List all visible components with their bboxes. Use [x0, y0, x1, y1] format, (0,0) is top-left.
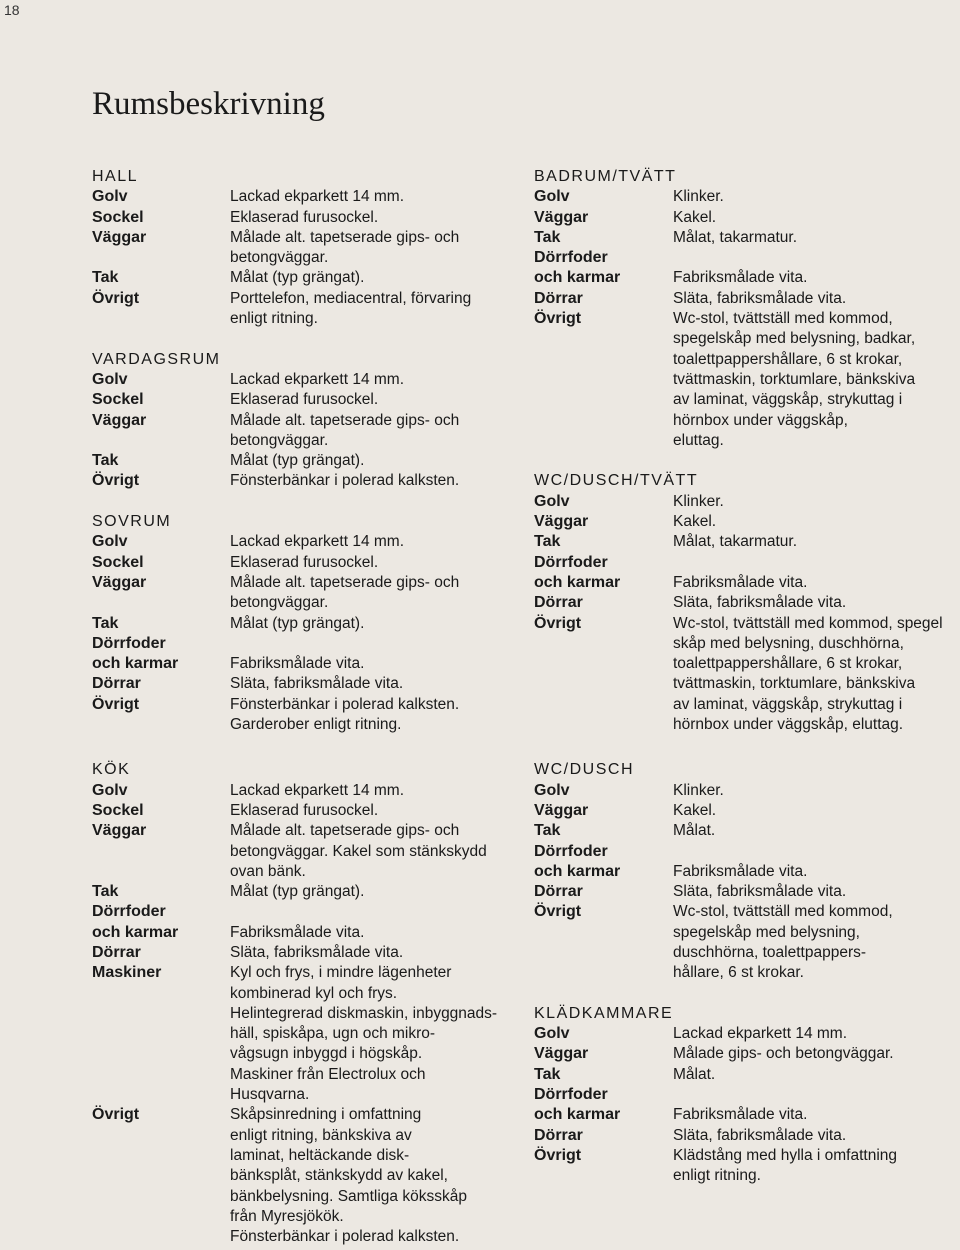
- spec-row: [92, 882, 522, 902]
- page-title: Rumsbeskrivning: [92, 86, 325, 122]
- spec-row: [92, 674, 522, 694]
- spec-value: Wc-stol, tvättställ med kommod, spegelskåp med belysning, duschhörna, toalettpappers- hållare, 6 st krokar.: [673, 903, 893, 982]
- section-heading: KÖK: [92, 761, 131, 779]
- spec-value: Wc-stol, tvättställ med kommod, spegelskåp med belysning, badkar, toalettpappershållare, 6 st krokar, tvättmaskin, torktumlare, bänkskiva av laminat, väggskåp, strykuttag i hörnbox under väggskåp, eluttag.: [673, 310, 916, 449]
- spec-value: Släta, fabriksmålade vita.: [230, 675, 404, 693]
- spec-label: Dörrar: [92, 675, 141, 693]
- spec-row: [534, 553, 958, 594]
- spec-row: [92, 532, 522, 552]
- spec-row: [534, 1065, 958, 1085]
- spec-row: [534, 882, 958, 902]
- spec-row: [92, 390, 522, 410]
- spec-label: Övrigt: [92, 472, 140, 490]
- spec-row: [534, 801, 958, 821]
- spec-label: Väggar: [534, 208, 589, 226]
- spec-row: [92, 943, 522, 963]
- spec-label: Dörrfoder och karmar: [92, 634, 179, 673]
- spec-label: Dörrar: [534, 1126, 583, 1144]
- spec-label: Golv: [92, 533, 128, 551]
- spec-label: Väggar: [534, 801, 589, 819]
- section-heading: WC/DUSCH: [534, 761, 634, 779]
- spec-row: [92, 187, 522, 207]
- spec-value: Klinker.: [673, 781, 724, 799]
- right-column: [534, 167, 958, 1187]
- spec-row: [534, 228, 958, 248]
- spec-value: Målade alt. tapetserade gips- och betongväggar. Kakel som stänkskydd ovan bänk.: [230, 822, 487, 880]
- spec-value: Lackad ekparkett 14 mm.: [673, 1025, 848, 1043]
- spec-label: Dörrar: [534, 883, 583, 901]
- spec-label: Dörrfoder och karmar: [534, 249, 621, 287]
- section-wc-dusch: [534, 760, 958, 983]
- spec-label: Sockel: [92, 391, 144, 409]
- spec-label: Dörrfoder och karmar: [92, 903, 179, 941]
- section-sovrum: [92, 512, 522, 735]
- spec-row: [92, 553, 522, 573]
- spec-value: Porttelefon, mediacentral, förvaring enligt ritning.: [230, 289, 472, 328]
- spec-row: [534, 289, 958, 309]
- page-number: 18: [4, 2, 20, 18]
- spec-label: Dörrar: [534, 594, 583, 612]
- spec-label: Tak: [534, 533, 561, 551]
- spec-row: [92, 370, 522, 390]
- spec-label: Övrigt: [92, 1106, 140, 1124]
- spec-value: Kakel.: [673, 208, 717, 226]
- spec-label: Tak: [92, 614, 119, 632]
- section-hall: [92, 167, 522, 329]
- spec-value: Wc-stol, tvättställ med kommod, spegel skåp med belysning, duschhörna, toalettpappershållare, 6 st krokar, tvättmaskin, torktumlare, bänkskiva av laminat, väggskåp, strykuttag i hörnbox under väggskåp, eluttag.: [673, 614, 943, 734]
- spec-value: Eklaserad furusockel.: [230, 391, 379, 409]
- spec-value: Fönsterbänkar i polerad kalksten.: [230, 472, 460, 490]
- spec-value: Kakel.: [673, 513, 717, 531]
- spec-label: Väggar: [92, 822, 147, 840]
- spec-row: [534, 309, 958, 451]
- spec-label: Golv: [534, 492, 570, 510]
- spec-value: Fabriksmålade vita.: [230, 923, 365, 941]
- spec-row: [534, 1044, 958, 1064]
- spec-value: Fabriksmålade vita.: [673, 269, 808, 287]
- spec-value: Fabriksmålade vita.: [673, 1106, 808, 1124]
- spec-label: Dörrar: [534, 289, 583, 307]
- spec-label: Golv: [92, 781, 128, 799]
- section-heading: KLÄDKAMMARE: [534, 1004, 674, 1022]
- spec-row: [534, 593, 958, 613]
- spec-row: [534, 902, 958, 983]
- spec-label: Golv: [92, 370, 128, 388]
- spec-value: Lackad ekparkett 14 mm.: [230, 370, 405, 388]
- spec-label: Väggar: [92, 411, 147, 429]
- spec-value: Målat, takarmatur.: [673, 533, 798, 551]
- spec-label: Golv: [534, 188, 570, 206]
- spec-label: Tak: [92, 269, 119, 287]
- spec-value: Målade alt. tapetserade gips- och betongväggar.: [230, 228, 460, 267]
- section-heading: SOVRUM: [92, 513, 172, 531]
- spec-row: [534, 512, 958, 532]
- spec-label: Golv: [92, 188, 128, 206]
- spec-row: [534, 532, 958, 552]
- section-heading: WC/DUSCH/TVÄTT: [534, 472, 699, 490]
- spec-value: Målat (typ grängat).: [230, 614, 365, 632]
- spec-row: [534, 821, 958, 841]
- spec-value: Målat (typ grängat).: [230, 269, 365, 287]
- section-heading: HALL: [92, 168, 139, 185]
- spec-value: Målat (typ grängat).: [230, 452, 365, 470]
- spec-label: Dörrar: [92, 943, 141, 961]
- spec-label: Väggar: [92, 228, 147, 246]
- spec-label: Väggar: [92, 573, 147, 591]
- spec-value: Släta, fabriksmålade vita.: [673, 289, 847, 307]
- spec-label: Golv: [534, 1025, 570, 1043]
- spec-row: [92, 208, 522, 228]
- spec-row: [92, 634, 522, 675]
- spec-row: [92, 451, 522, 471]
- spec-label: Dörrfoder och karmar: [534, 553, 621, 591]
- section-vardagsrum: [92, 350, 522, 492]
- spec-row: [92, 289, 522, 330]
- spec-label: Övrigt: [92, 695, 140, 713]
- spec-row: [534, 614, 958, 736]
- spec-value: Målade gips- och betongväggar.: [673, 1045, 894, 1063]
- spec-label: Sockel: [92, 801, 144, 819]
- spec-value: Lackad ekparkett 14 mm.: [230, 781, 405, 799]
- spec-row: [92, 411, 522, 452]
- spec-label: Väggar: [534, 1045, 589, 1063]
- spec-value: Fönsterbänkar i polerad kalksten. Garderober enligt ritning.: [230, 695, 460, 734]
- spec-label: Tak: [534, 822, 561, 840]
- spec-label: Övrigt: [534, 310, 582, 328]
- spec-value: Släta, fabriksmålade vita.: [230, 943, 404, 961]
- spec-row: [534, 1024, 958, 1044]
- section-heading: BADRUM/TVÄTT: [534, 168, 677, 185]
- spec-row: [92, 228, 522, 269]
- spec-value: Klinker.: [673, 188, 724, 206]
- spec-label: Sockel: [92, 553, 144, 571]
- spec-value: Klinker.: [673, 492, 724, 510]
- spec-value: Fabriksmålade vita.: [673, 573, 808, 591]
- spec-row: [92, 902, 522, 943]
- spec-row: [534, 187, 958, 207]
- spec-value: Eklaserad furusockel.: [230, 553, 379, 571]
- spec-value: Fabriksmålade vita.: [230, 655, 365, 673]
- spec-value: Målade alt. tapetserade gips- och betongväggar.: [230, 411, 460, 449]
- spec-value: Släta, fabriksmålade vita.: [673, 883, 847, 901]
- spec-label: Tak: [92, 452, 119, 470]
- spec-value: Eklaserad furusockel.: [230, 208, 379, 226]
- spec-label: Övrigt: [534, 1146, 582, 1164]
- spec-value: Målat (typ grängat).: [230, 883, 365, 901]
- spec-value: Lackad ekparkett 14 mm.: [230, 188, 405, 206]
- spec-label: Maskiner: [92, 964, 162, 982]
- spec-value: Släta, fabriksmålade vita.: [673, 594, 847, 612]
- section-wc-dusch-tvatt: [534, 471, 958, 735]
- spec-label: Tak: [534, 1065, 561, 1083]
- spec-row: [534, 1085, 958, 1126]
- spec-value: Lackad ekparkett 14 mm.: [230, 533, 405, 551]
- section-heading: VARDAGSRUM: [92, 350, 221, 368]
- spec-row: [534, 1126, 958, 1146]
- spec-label: Golv: [534, 781, 570, 799]
- spec-label: Övrigt: [534, 614, 582, 632]
- spec-value: Målade alt. tapetserade gips- och betongväggar.: [230, 573, 460, 612]
- spec-row: [534, 781, 958, 801]
- spec-row: [534, 248, 958, 289]
- spec-row: [534, 842, 958, 883]
- spec-label: Tak: [534, 228, 561, 246]
- spec-label: Tak: [92, 883, 119, 901]
- spec-row: [92, 1105, 522, 1247]
- spec-value: Målat, takarmatur.: [673, 228, 798, 246]
- section-kladkammare: [534, 1004, 958, 1187]
- spec-value: Släta, fabriksmålade vita.: [673, 1126, 847, 1144]
- spec-value: Fabriksmålade vita.: [673, 862, 808, 880]
- spec-label: Sockel: [92, 208, 144, 226]
- spec-row: [92, 573, 522, 614]
- spec-value: Kakel.: [673, 801, 717, 819]
- section-kok: [92, 760, 522, 1247]
- spec-value: Skåpsinredning i omfattning enligt ritning, bänkskiva av laminat, heltäckande disk- bänksplåt, stänkskydd av kakel, bänkbelysning. Samtliga köksskåp från Myresjökök. Fönsterbänkar i polerad kalksten.: [230, 1106, 467, 1246]
- left-column: [92, 167, 522, 1247]
- spec-value: Målat.: [673, 1065, 716, 1083]
- spec-row: [92, 614, 522, 634]
- spec-value: Kyl och frys, i mindre lägenheter kombinerad kyl och frys. Helintegrerad diskmaskin, inbyggnads- häll, spiskåpa, ugn och mikro- vågsugn inbyggd i högskåp. Maskiner från Electrolux och Husqvarna.: [230, 964, 498, 1104]
- spec-row: [92, 695, 522, 736]
- spec-label: Dörrfoder och karmar: [534, 1086, 621, 1124]
- spec-row: [534, 208, 958, 228]
- spec-row: [92, 781, 522, 801]
- spec-row: [534, 1146, 958, 1187]
- spec-value: Klädstång med hylla i omfattning enligt ritning.: [673, 1146, 898, 1185]
- spec-label: Övrigt: [92, 289, 140, 307]
- spec-value: Målat.: [673, 822, 716, 840]
- spec-label: Dörrfoder och karmar: [534, 842, 621, 880]
- spec-row: [534, 492, 958, 512]
- spec-row: [92, 268, 522, 288]
- section-badrum-tvatt: [534, 167, 958, 451]
- spec-row: [92, 821, 522, 882]
- spec-label: Övrigt: [534, 903, 582, 921]
- spec-value: Eklaserad furusockel.: [230, 801, 379, 819]
- spec-row: [92, 471, 522, 491]
- spec-label: Väggar: [534, 513, 589, 531]
- spec-row: [92, 963, 522, 1105]
- spec-row: [92, 801, 522, 821]
